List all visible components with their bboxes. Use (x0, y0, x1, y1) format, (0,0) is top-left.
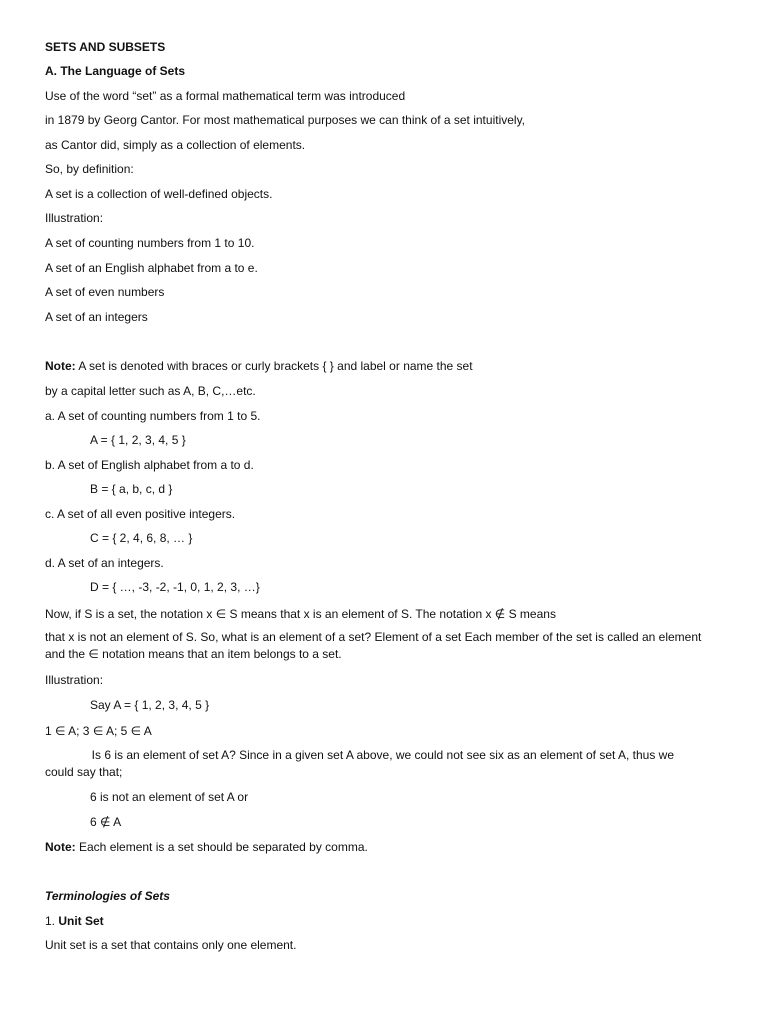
intro-line: Use of the word “set” as a formal mathematical term was introduced (45, 89, 406, 103)
document-title: SETS AND SUBSETS (45, 40, 166, 54)
unit-set-title: Unit Set (58, 914, 104, 928)
membership-examples: 1 ∈ A; 3 ∈ A; 5 ∈ A (45, 724, 152, 738)
intro-line: in 1879 by Georg Cantor. For most mathematical purposes we can think of a set intuitively, (45, 113, 526, 127)
not-element-text: 6 is not an element of set A or (90, 790, 249, 804)
note-label: Note: (45, 359, 76, 373)
example-set: B = { a, b, c, d } (90, 482, 173, 496)
example-description: d. A set of an integers. (45, 556, 164, 570)
example-set: D = { …, -3, -2, -1, 0, 1, 2, 3, …} (90, 580, 260, 594)
note-paragraph (45, 840, 368, 854)
note-text: Each element is a set should be separated by comma. (75, 840, 368, 854)
note-label: Note: (45, 840, 76, 854)
membership-line: Now, if S is a set, the notation x ∈ S means that x is an element of S. The notation x ∉ S means (45, 607, 556, 621)
note-text: A set is denoted with braces or curly brackets { } and label or name the set (75, 359, 473, 373)
example-description: c. A set of all even positive integers. (45, 507, 236, 521)
intro-line: So, by definition: (45, 162, 134, 176)
membership-paragraph: that x is not an element of S. So, what is an element of a set? Element of a set Each member of the set is called an element and the ∈ notation means that an item belongs to a set. (45, 630, 702, 661)
note-continuation: by a capital letter such as A, B, C,…etc. (45, 384, 256, 398)
illustration-item: A set of an English alphabet from a to e. (45, 261, 258, 275)
illustration-item: A set of even numbers (45, 285, 165, 299)
set-a-definition: Say A = { 1, 2, 3, 4, 5 } (90, 698, 210, 712)
illustration-label: Illustration: (45, 211, 104, 225)
intro-line: as Cantor did, simply as a collection of elements. (45, 138, 306, 152)
illustration-item: A set of counting numbers from 1 to 10. (45, 236, 255, 250)
section-a-heading: A. The Language of Sets (45, 64, 186, 78)
unit-set-definition: Unit set is a set that contains only one element. (45, 938, 297, 952)
illustration-item: A set of an integers (45, 310, 148, 324)
unit-set-number: 1. (45, 914, 59, 928)
not-element-symbol: 6 ∉ A (90, 815, 122, 829)
terminologies-heading: Terminologies of Sets (45, 889, 170, 903)
illustration-label: Illustration: (45, 673, 104, 687)
question-paragraph: Is 6 is an element of set A? Since in a given set A above, we could not see six as an element of set A, thus we could say that; (45, 748, 675, 779)
example-description: a. A set of counting numbers from 1 to 5. (45, 409, 261, 423)
note-paragraph (45, 359, 473, 373)
example-description: b. A set of English alphabet from a to d. (45, 458, 254, 472)
unit-set-heading (45, 914, 104, 928)
definition-line: A set is a collection of well-defined objects. (45, 187, 273, 201)
example-set: A = { 1, 2, 3, 4, 5 } (90, 433, 186, 447)
example-set: C = { 2, 4, 6, 8, … } (90, 531, 193, 545)
